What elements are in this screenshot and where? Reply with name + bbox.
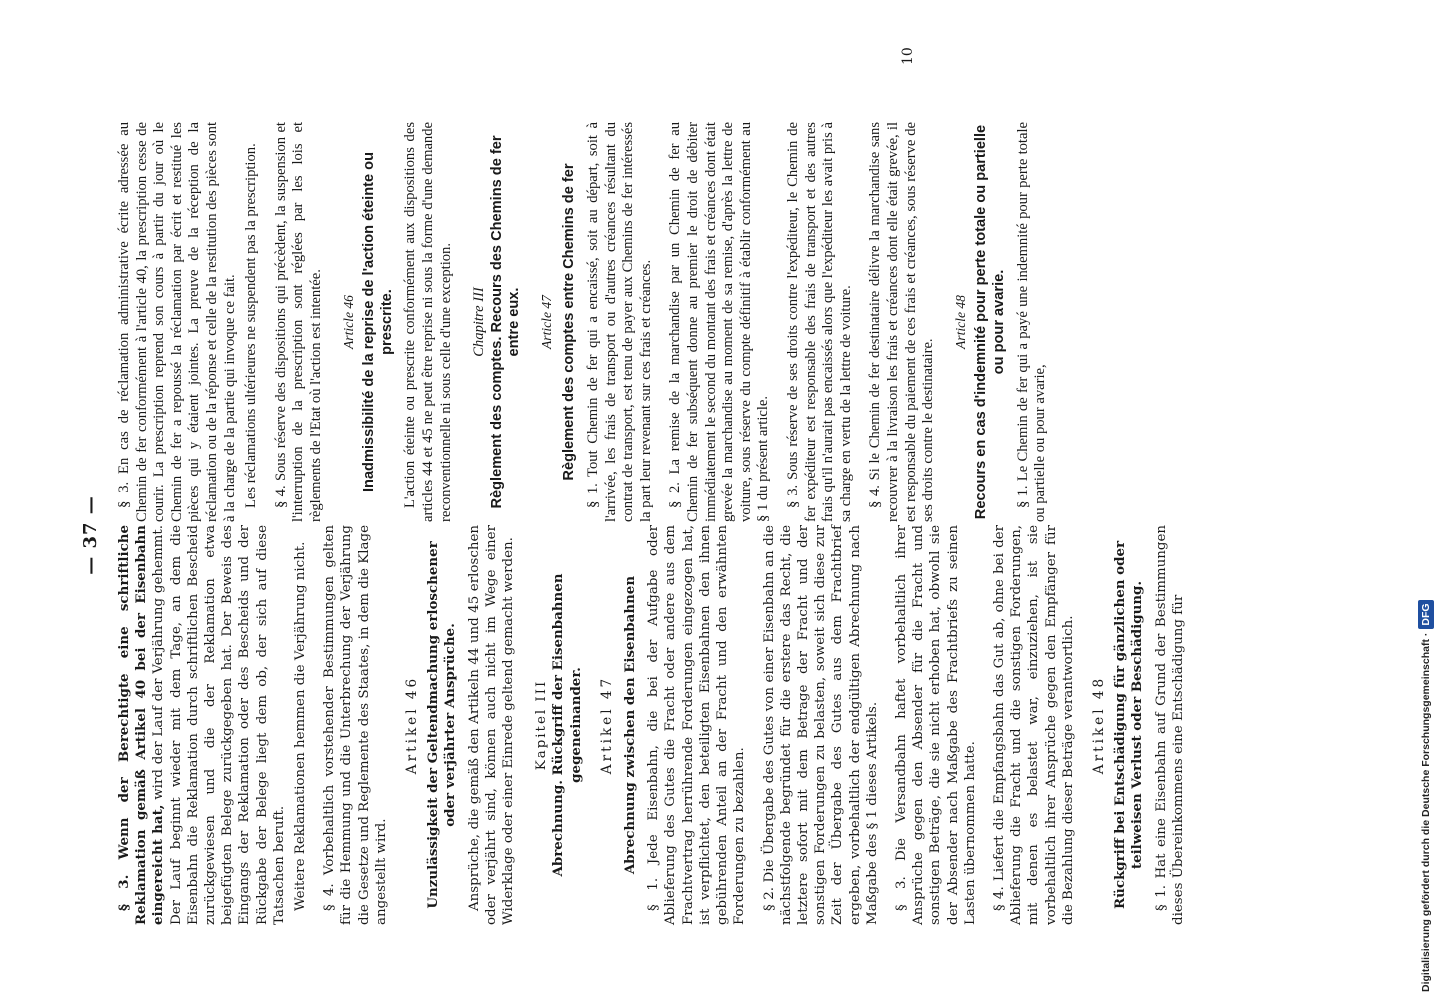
german-lead-text: § 3. Wenn der Berechtigte eine schriftliche Reklamation gemäß Artikel 40 bei der Eisenbahn eingereicht hat, [116, 525, 167, 925]
article-48-heading-de: Artikel 48 [1090, 675, 1107, 775]
article-48-title-de: Rückgriff bei Entschädigung für gänzlichen oder teilweisen Verlust oder Beschädigung. [1112, 540, 1146, 910]
chapter-title-de: Abrechnung. Rückgriff der Eisenbahnen gegeneinander. [550, 573, 584, 877]
chapter-heading-fr: Chapitre III [471, 287, 488, 357]
chapter-heading-de: Kapitel III [534, 679, 550, 771]
dfg-logo[interactable]: DFG [1418, 600, 1434, 628]
folio-number: 10 [900, 47, 916, 65]
french-paragraph: § 4. Si le Chemin de fer destinataire délivre la marchandise sans recouvrer à la livraison les frais et créances dont elle était grevée, il est responsable du paiement de ces frais et créances, sous réserve de ses droits contre le destinataire. [867, 122, 937, 522]
french-paragraph: § 1. Tout Chemin de fer qui a encaissé, soit au départ, soit à l'arrivée, les frais de transport ou d'autres créances résultant du contrat de transport, est tenu de payer aux Chemins de fer intéressés la part leur revenant sur ces frais et créances. [585, 122, 654, 522]
article-48-title-fr: Recours en cas d'indemnité pour perte totale ou partielle ou pour avarie. [973, 124, 1007, 520]
french-paragraph: § 1. Le Chemin de fer qui a payé une indemnité pour perte totale ou partielle ou pour avarie, [1014, 122, 1049, 522]
article-47-title-fr: Règlement des comptes entre Chemins de fer [561, 163, 578, 481]
german-body-text: wird der Lauf der Verjährung gehemmt. Der Lauf beginnt wieder mit dem Tage, an dem die Eisenbahn die Reklamation durch schriftlichen Bescheid zurückgewiesen und die der Reklamation etwa beigefügten Belege zurückgegeben hat. Der Beweis des Eingangs der Reklamation oder des Bescheids und der Rückgabe der Belege liegt dem ob, der sich auf diese Tatsachen beruft. [151, 525, 287, 925]
german-paragraph: § 3. Die Versandbahn haftet vorbehaltlich ihrer Ansprüche gegen den Absender für die Fracht und sonstigen Beträge, die sie nicht erhoben hat, obwohl sie der Absender nach Maßgabe des Frachtbriefs zu seinen Lasten übernommen hatte. [893, 525, 978, 925]
german-paragraph: § 1. Hat eine Eisenbahn auf Grund der Bestimmungen dieses Übereinkommens eine Entschädigung für [1153, 525, 1186, 925]
credit-text: Digitalisierung gefördert durch die Deutsche Forschungsgemeinschaft · [1420, 632, 1432, 992]
french-paragraph: § 3. En cas de réclamation administrative écrite adressée au Chemin de fer conformément à l'article 40, la prescription cesse de courir. La prescription reprend son cours à partir du jour où le Chemin de fer a repoussé la réclamation par écrit et restitué les pièces qui y étaient jointes. La preuve de la réception de la réclamation ou de la réponse et celle de la restitution des pièces sont à la charge de la partie qui invoque ce fait. [116, 122, 238, 522]
chapter-title-fr: Règlement des comptes. Recours des Chemins de fer entre eux. [488, 135, 523, 509]
german-paragraph: § 1. Jede Eisenbahn, die bei der Aufgabe oder Ablieferung des Gutes die Fracht oder andere aus dem Frachtvertrag herrührende Forderungen eingezogen hat, ist verpflichtet, den beteiligten Eisenbahnen den ihnen gebührenden Anteil an der Fracht und den erwähnten Forderungen zu bezahlen. [646, 525, 748, 925]
german-column [116, 525, 1191, 925]
rotated-page [80, 47, 1315, 985]
article-46-title-fr: Inadmissibilité de la reprise de l'action éteinte ou prescrite. [361, 151, 395, 493]
german-paragraph: § 4. Liefert die Empfangsbahn das Gut ab, ohne bei der Ablieferung die Fracht und die sonstigen Forderungen, mit denen es belastet war, einzuziehen, ist sie vorbehaltlich ihrer Ansprüche gegen den Empfänger für die Bezahlung dieser Beträge verantwortlich. [991, 525, 1076, 925]
article-46-heading-fr: Article 46 [340, 295, 356, 349]
french-paragraph: § 2. La remise de la marchandise par un Chemin de fer au Chemin de fer subséquent donne au premier le droit de débiter immédiatement le second du montant des frais et créances dont était grevée la marchandise au moment de sa remise, d'après la lettre de voiture, sous réserve du compte définitif à établir conformément au § 1 du présent article. [667, 122, 772, 522]
german-paragraph: § 2. Die Übergabe des Gutes von einer Eisenbahn an die nächstfolgende begründet für die erstere das Recht, die letztere sofort mit dem Betrage der Fracht und der sonstigen Forderungen zu belasten, soweit sich diese zur Zeit der Übergabe des Gutes aus dem Frachtbrief ergeben, vorbehaltlich der endgültigen Abrechnung nach Maßgabe des § 1 dieses Artikels. [761, 525, 880, 925]
german-paragraph: Ansprüche, die gemäß den Artikeln 44 und 45 erloschen oder verjährt sind, können auch nicht im Wege einer Widerklage oder einer Einrede geltend gemacht werden. [466, 525, 517, 925]
german-paragraph [116, 525, 288, 925]
article-46-title-de: Unzulässigkeit der Geltendmachung erloschener oder verjährter Ansprüche. [425, 541, 459, 909]
article-47-heading-de: Artikel 47 [598, 675, 615, 775]
french-column [116, 122, 1054, 522]
article-46-heading-de: Artikel 46 [404, 675, 421, 775]
article-47-heading-fr: Article 47 [538, 295, 554, 349]
article-47-title-de: Abrechnung zwischen den Eisenbahnen [622, 575, 639, 875]
french-paragraph: § 4. Sous réserve des dispositions qui précèdent, la suspension et l'interruption de la prescription sont réglées par les lois et règlements de l'Etat où l'action est intentée. [272, 122, 324, 522]
german-paragraph: Weitere Reklamationen hemmen die Verjährung nicht. [293, 541, 309, 911]
french-paragraph: Les réclamations ultérieures ne suspendent pas la prescription. [243, 143, 260, 508]
digitization-credit [1418, 2, 1434, 992]
french-paragraph: § 3. Sous réserve de ses droits contre l'expéditeur, le Chemin de fer expéditeur est responsable des frais de transport et des autres frais qu'il n'aurait pas encaissés alors que l'expéditeur les avait pris à sa charge en vertu de la lettre de voiture. [785, 122, 854, 522]
digitization-credit-bar [1418, 0, 1434, 1000]
article-48-heading-fr: Article 48 [952, 295, 968, 349]
german-paragraph: § 4. Vorbehaltlich vorstehender Bestimmungen gelten für die Hemmung und die Unterbrechung der Verjährung die Gesetze und Reglemente des Staates, in dem die Klage angestellt wird. [322, 525, 389, 925]
page-number: — 37 — [80, 495, 101, 575]
french-paragraph: L'action éteinte ou prescrite conformément aux dispositions des articles 44 et 45 ne peut être reprise ni sous la forme d'une demande reconventionnelle ni sous celle d'une exception. [402, 122, 454, 522]
